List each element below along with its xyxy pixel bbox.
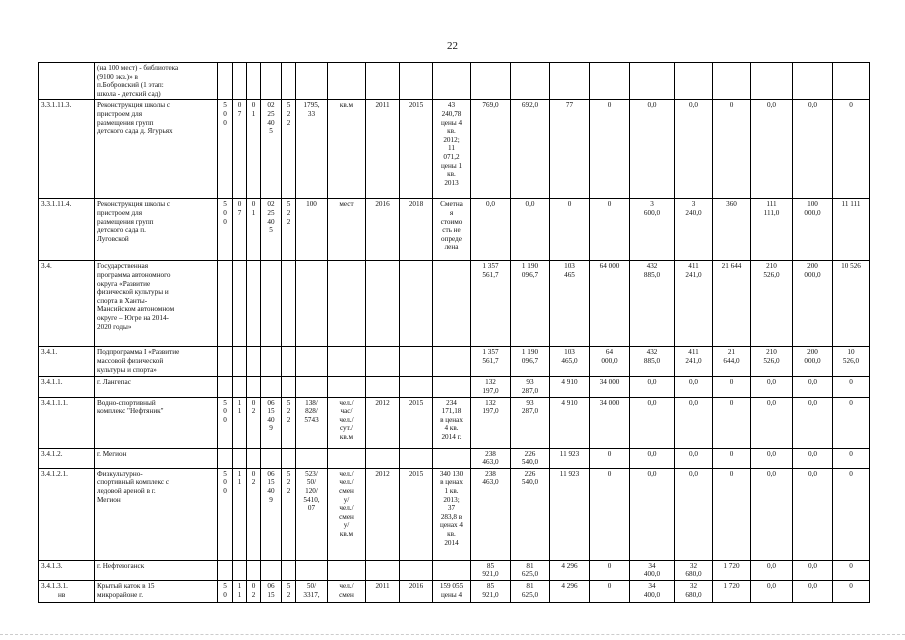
investment-table xyxy=(38,62,870,603)
funding-total-cell: 1 357 561,7 xyxy=(471,347,511,377)
row-code-cell: 3.4.1. xyxy=(39,347,95,377)
code-part-5-cell xyxy=(282,261,296,347)
row-code-cell: 3.4.1.2. xyxy=(39,448,95,468)
funding-2015-total-cell: 0,0 xyxy=(630,397,675,448)
funding-region-cell: 81 625,0 xyxy=(511,560,550,580)
funding-2015-local-cell: 0 xyxy=(713,397,751,448)
row-code-cell: 3.4.1.3.1. xyxy=(39,580,95,602)
unit-cell xyxy=(328,560,366,580)
estimated-cost-cell xyxy=(433,448,471,468)
table-row xyxy=(39,397,870,448)
funding-local-cell: 0 xyxy=(550,199,590,261)
estimated-cost-cell xyxy=(433,347,471,377)
year-end-cell xyxy=(400,560,433,580)
funding-2016-total-cell: 210 526,0 xyxy=(751,347,793,377)
funding-region-cell: 1 190 096,7 xyxy=(511,261,550,347)
funding-2016-local-cell: 0 xyxy=(833,397,870,448)
year-end-cell xyxy=(400,347,433,377)
code-part-2-cell xyxy=(233,377,247,397)
code-part-1-cell xyxy=(218,448,233,468)
code-part-1-cell: 5 0 0 xyxy=(218,397,233,448)
row-name-cell: (на 100 мест) - библиотека (9100 экз.)» в п.Бобровский (1 этап: школа - детский сад) xyxy=(95,63,218,100)
row-code-cell xyxy=(39,63,95,100)
table-row xyxy=(39,199,870,261)
funding-2016-region-cell: 0,0 xyxy=(793,377,833,397)
funding-region-cell: 0,0 xyxy=(511,199,550,261)
year-end-cell: 2015 xyxy=(400,468,433,560)
row-code-cell: 3.3.1.11.3. xyxy=(39,100,95,199)
code-part-2-cell xyxy=(233,63,247,100)
capacity-cell: 523/ 50/ 120/ 5410, 07 xyxy=(296,468,328,560)
code-part-2-cell: 1 1 xyxy=(233,397,247,448)
funding-2016-region-cell: 200 000,0 xyxy=(793,261,833,347)
unit-cell xyxy=(328,377,366,397)
unit-cell xyxy=(328,347,366,377)
code-part-3-cell xyxy=(247,261,261,347)
funding-other-cell: 0 xyxy=(590,468,630,560)
funding-2016-local-cell: 11 111 xyxy=(833,199,870,261)
unit-cell: кв.м xyxy=(328,100,366,199)
year-end-cell: 2015 xyxy=(400,100,433,199)
funding-2016-total-cell: 0,0 xyxy=(751,100,793,199)
code-part-2-cell: 0 7 xyxy=(233,100,247,199)
funding-2016-total-cell: 0,0 xyxy=(751,377,793,397)
funding-2015-total-cell: 0,0 xyxy=(630,377,675,397)
row-code-cell: 3.4. xyxy=(39,261,95,347)
row-name-cell: Подпрограмма I «Развитие массовой физической культуры и спорта» xyxy=(95,347,218,377)
funding-local-cell: 4 910 xyxy=(550,397,590,448)
funding-other-cell: 64 000,0 xyxy=(590,347,630,377)
code-part-4-cell: 06 15 40 9 xyxy=(261,397,282,448)
row-code-cell: 3.4.1.1.1. xyxy=(39,397,95,448)
year-start-cell: 2016 xyxy=(366,199,400,261)
code-part-2-cell: 0 7 xyxy=(233,199,247,261)
table-row xyxy=(39,448,870,468)
code-part-4-cell xyxy=(261,377,282,397)
estimated-cost-cell xyxy=(433,560,471,580)
funding-2016-total-cell: 0,0 xyxy=(751,468,793,560)
year-start-cell: 2012 xyxy=(366,468,400,560)
funding-2016-total-cell xyxy=(751,63,793,100)
row-name-cell: г. Лангепас xyxy=(95,377,218,397)
code-part-4-cell xyxy=(261,448,282,468)
table-row xyxy=(39,347,870,377)
funding-2015-region-cell: 411 241,0 xyxy=(675,261,713,347)
row-name-cell: Государственная программа автономного округа «Развитие физической культуры и спорта в Ханты- Мансийском автономном округе – Югре на 2014- 2020 годы» xyxy=(95,261,218,347)
code-part-3-cell: 0 2 xyxy=(247,580,261,602)
funding-2016-total-cell: 210 526,0 xyxy=(751,261,793,347)
code-part-2-cell: 1 1 xyxy=(233,580,247,602)
funding-2016-region-cell: 100 000,0 xyxy=(793,199,833,261)
code-part-1-cell xyxy=(218,347,233,377)
funding-2015-local-cell: 0 xyxy=(713,377,751,397)
funding-2016-total-cell: 0,0 xyxy=(751,448,793,468)
funding-2016-local-cell xyxy=(833,63,870,100)
funding-2016-region-cell: 0,0 xyxy=(793,448,833,468)
funding-other-cell: 0 xyxy=(590,560,630,580)
code-part-3-cell xyxy=(247,63,261,100)
code-part-1-cell: 5 0 0 xyxy=(218,100,233,199)
table-row xyxy=(39,468,870,560)
unit-cell xyxy=(328,261,366,347)
code-part-4-cell: 02 25 40 5 xyxy=(261,100,282,199)
row-name-cell: Реконструкция школы с пристроем для размещения групп детского сада п. Луговской xyxy=(95,199,218,261)
funding-2015-local-cell xyxy=(713,63,751,100)
capacity-cell xyxy=(296,448,328,468)
funding-2015-region-cell: 0,0 xyxy=(675,397,713,448)
funding-region-cell: 1 190 096,7 xyxy=(511,347,550,377)
funding-region-cell: 692,0 xyxy=(511,100,550,199)
funding-total-cell xyxy=(471,63,511,100)
funding-local-cell xyxy=(550,63,590,100)
code-part-1-cell xyxy=(218,377,233,397)
capacity-cell xyxy=(296,261,328,347)
code-part-2-cell xyxy=(233,448,247,468)
year-start-cell: 2011 xyxy=(366,580,400,602)
capacity-cell xyxy=(296,63,328,100)
code-part-1-cell: 5 0 xyxy=(218,580,233,602)
funding-total-cell: 1 357 561,7 xyxy=(471,261,511,347)
funding-2016-region-cell xyxy=(793,63,833,100)
code-part-5-cell: 5 2 2 xyxy=(282,100,296,199)
estimated-cost-cell: 43 240,78 цены 4 кв. 2012; 11 071,2 цены 1 кв. 2013 xyxy=(433,100,471,199)
row-code-cell: 3.3.1.11.4. xyxy=(39,199,95,261)
funding-local-cell: 4 296 xyxy=(550,580,590,602)
code-part-3-cell: 0 1 xyxy=(247,100,261,199)
code-part-2-cell: 1 1 xyxy=(233,468,247,560)
code-part-4-cell xyxy=(261,347,282,377)
funding-2016-total-cell: 0,0 xyxy=(751,397,793,448)
funding-2015-total-cell: 34 400,0 xyxy=(630,560,675,580)
row-code-cell: 3.4.1.3. xyxy=(39,560,95,580)
funding-2015-region-cell: 0,0 xyxy=(675,448,713,468)
funding-2016-region-cell: 200 000,0 xyxy=(793,347,833,377)
funding-other-cell xyxy=(590,63,630,100)
code-part-4-cell: 06 15 xyxy=(261,580,282,602)
code-part-5-cell: 5 2 xyxy=(282,580,296,602)
funding-region-cell: 93 287,0 xyxy=(511,397,550,448)
estimated-cost-cell xyxy=(433,261,471,347)
code-part-5-cell: 5 2 2 xyxy=(282,468,296,560)
funding-other-cell: 34 000 xyxy=(590,377,630,397)
code-part-3-cell xyxy=(247,347,261,377)
funding-local-cell: 11 923 xyxy=(550,468,590,560)
estimated-cost-cell xyxy=(433,63,471,100)
table-row xyxy=(39,63,870,100)
code-part-3-cell xyxy=(247,560,261,580)
estimated-cost-cell: 340 130 в ценах 1 кв. 2013; 37 283,8 в ценах 4 кв. 2014 xyxy=(433,468,471,560)
code-part-3-cell xyxy=(247,377,261,397)
year-end-cell xyxy=(400,261,433,347)
funding-region-cell: 226 540,0 xyxy=(511,448,550,468)
code-part-5-cell: 5 2 2 xyxy=(282,199,296,261)
funding-2015-local-cell: 0 xyxy=(713,468,751,560)
funding-2015-local-cell: 0 xyxy=(713,100,751,199)
funding-2015-local-cell: 1 720 xyxy=(713,560,751,580)
capacity-cell xyxy=(296,377,328,397)
funding-region-cell xyxy=(511,63,550,100)
year-start-cell xyxy=(366,377,400,397)
funding-local-cell: 11 923 xyxy=(550,448,590,468)
funding-2015-total-cell: 0,0 xyxy=(630,100,675,199)
row-name-cell: Реконструкция школы с пристроем для размещения групп детского сада д. Ягурьях xyxy=(95,100,218,199)
funding-other-cell: 0 xyxy=(590,100,630,199)
funding-2016-local-cell: 10 526 xyxy=(833,261,870,347)
funding-2015-total-cell: 432 885,0 xyxy=(630,261,675,347)
funding-total-cell: 238 463,0 xyxy=(471,448,511,468)
unit-cell: чел./ чел./ смен у/ чел./ смен у/ кв.м xyxy=(328,468,366,560)
funding-2015-region-cell xyxy=(675,63,713,100)
funding-2015-total-cell: 34 400,0 xyxy=(630,580,675,602)
funding-2016-local-cell: 0 xyxy=(833,560,870,580)
funding-local-cell: 4 296 xyxy=(550,560,590,580)
funding-2015-region-cell: 0,0 xyxy=(675,100,713,199)
row-name-cell: г. Нефтеюганск xyxy=(95,560,218,580)
funding-other-cell: 0 xyxy=(590,448,630,468)
year-start-cell xyxy=(366,347,400,377)
capacity-cell xyxy=(296,347,328,377)
funding-region-cell: 93 287,0 xyxy=(511,377,550,397)
capacity-cell: 138/ 828/ 5743 xyxy=(296,397,328,448)
funding-local-cell: 103 465 xyxy=(550,261,590,347)
table-row xyxy=(39,377,870,397)
funding-2016-region-cell: 0,0 xyxy=(793,100,833,199)
funding-2015-total-cell: 0,0 xyxy=(630,468,675,560)
year-start-cell xyxy=(366,560,400,580)
table-row xyxy=(39,261,870,347)
code-part-3-cell xyxy=(247,448,261,468)
funding-2015-total-cell: 0,0 xyxy=(630,448,675,468)
funding-2016-local-cell: 0 xyxy=(833,580,870,602)
funding-2015-region-cell: 3 240,0 xyxy=(675,199,713,261)
funding-2016-region-cell: 0,0 xyxy=(793,397,833,448)
capacity-cell: 50/ 3317, xyxy=(296,580,328,602)
table-row xyxy=(39,100,870,199)
funding-2015-region-cell: 411 241,0 xyxy=(675,347,713,377)
funding-total-cell: 132 197,0 xyxy=(471,397,511,448)
footer-text: нв xyxy=(58,591,66,599)
capacity-cell: 100 xyxy=(296,199,328,261)
funding-region-cell: 81 625,0 xyxy=(511,580,550,602)
estimated-cost-cell: 159 055 цены 4 xyxy=(433,580,471,602)
funding-total-cell: 769,0 xyxy=(471,100,511,199)
code-part-5-cell: 5 2 2 xyxy=(282,397,296,448)
funding-2015-total-cell xyxy=(630,63,675,100)
funding-2016-local-cell: 0 xyxy=(833,100,870,199)
funding-2016-total-cell: 0,0 xyxy=(751,560,793,580)
code-part-4-cell xyxy=(261,560,282,580)
funding-2016-total-cell: 111 111,0 xyxy=(751,199,793,261)
funding-2015-region-cell: 0,0 xyxy=(675,468,713,560)
year-end-cell: 2018 xyxy=(400,199,433,261)
page-number: 22 xyxy=(447,40,458,52)
row-name-cell: Крытый каток в 15 микрорайоне г. xyxy=(95,580,218,602)
estimated-cost-cell xyxy=(433,377,471,397)
funding-local-cell: 77 xyxy=(550,100,590,199)
funding-total-cell: 132 197,0 xyxy=(471,377,511,397)
code-part-4-cell xyxy=(261,261,282,347)
funding-local-cell: 4 910 xyxy=(550,377,590,397)
estimated-cost-cell: 234 171,18 в ценах 4 кв. 2014 г. xyxy=(433,397,471,448)
year-start-cell: 2011 xyxy=(366,100,400,199)
unit-cell: чел./ час/ чел./ сут./ кв.м xyxy=(328,397,366,448)
funding-2016-local-cell: 0 xyxy=(833,377,870,397)
capacity-cell: 1795, 33 xyxy=(296,100,328,199)
year-end-cell xyxy=(400,377,433,397)
funding-other-cell: 64 000 xyxy=(590,261,630,347)
code-part-1-cell: 5 0 0 xyxy=(218,468,233,560)
unit-cell: мест xyxy=(328,199,366,261)
year-end-cell xyxy=(400,63,433,100)
code-part-2-cell xyxy=(233,560,247,580)
code-part-2-cell xyxy=(233,347,247,377)
year-start-cell: 2012 xyxy=(366,397,400,448)
funding-total-cell: 85 921,0 xyxy=(471,580,511,602)
code-part-4-cell: 06 15 40 9 xyxy=(261,468,282,560)
code-part-5-cell xyxy=(282,448,296,468)
funding-total-cell: 0,0 xyxy=(471,199,511,261)
unit-cell xyxy=(328,63,366,100)
funding-2016-region-cell: 0,0 xyxy=(793,468,833,560)
funding-2015-total-cell: 432 885,0 xyxy=(630,347,675,377)
row-name-cell: г. Мегион xyxy=(95,448,218,468)
code-part-5-cell xyxy=(282,560,296,580)
year-end-cell: 2016 xyxy=(400,580,433,602)
code-part-3-cell: 0 1 xyxy=(247,199,261,261)
funding-2016-region-cell: 0,0 xyxy=(793,580,833,602)
funding-2016-region-cell: 0,0 xyxy=(793,560,833,580)
table-row xyxy=(39,580,870,602)
funding-2015-region-cell: 32 680,0 xyxy=(675,560,713,580)
funding-other-cell: 34 000 xyxy=(590,397,630,448)
funding-total-cell: 238 463,0 xyxy=(471,468,511,560)
funding-2015-region-cell: 0,0 xyxy=(675,377,713,397)
year-start-cell xyxy=(366,63,400,100)
code-part-1-cell xyxy=(218,63,233,100)
funding-2015-local-cell: 0 xyxy=(713,448,751,468)
unit-cell xyxy=(328,448,366,468)
code-part-3-cell: 0 2 xyxy=(247,397,261,448)
funding-2015-local-cell: 21 644 xyxy=(713,261,751,347)
funding-region-cell: 226 540,0 xyxy=(511,468,550,560)
funding-other-cell: 0 xyxy=(590,199,630,261)
row-code-cell: 3.4.1.1. xyxy=(39,377,95,397)
row-code-cell: 3.4.1.2.1. xyxy=(39,468,95,560)
funding-2015-total-cell: 3 600,0 xyxy=(630,199,675,261)
code-part-3-cell: 0 2 xyxy=(247,468,261,560)
row-name-cell: Физкультурно- спортивный комплекс с ледовой ареной в г. Мегион xyxy=(95,468,218,560)
code-part-5-cell xyxy=(282,377,296,397)
capacity-cell xyxy=(296,560,328,580)
funding-2015-local-cell: 360 xyxy=(713,199,751,261)
funding-2016-total-cell: 0,0 xyxy=(751,580,793,602)
estimated-cost-cell: Сметна я стоимо сть не опреде лена xyxy=(433,199,471,261)
funding-2016-local-cell: 0 xyxy=(833,468,870,560)
code-part-5-cell xyxy=(282,63,296,100)
code-part-1-cell: 5 0 0 xyxy=(218,199,233,261)
year-start-cell xyxy=(366,448,400,468)
table-row xyxy=(39,560,870,580)
funding-local-cell: 103 465,0 xyxy=(550,347,590,377)
year-end-cell: 2015 xyxy=(400,397,433,448)
funding-2015-local-cell: 21 644,0 xyxy=(713,347,751,377)
funding-2016-local-cell: 10 526,0 xyxy=(833,347,870,377)
code-part-2-cell xyxy=(233,261,247,347)
row-name-cell: Водно-спортивный комплекс "Нефтяник" xyxy=(95,397,218,448)
unit-cell: чел./ смен xyxy=(328,580,366,602)
code-part-4-cell xyxy=(261,63,282,100)
year-start-cell xyxy=(366,261,400,347)
funding-2015-region-cell: 32 680,0 xyxy=(675,580,713,602)
code-part-4-cell: 02 25 40 5 xyxy=(261,199,282,261)
scan-edge xyxy=(0,634,905,635)
year-end-cell xyxy=(400,448,433,468)
funding-2016-local-cell: 0 xyxy=(833,448,870,468)
code-part-5-cell xyxy=(282,347,296,377)
funding-total-cell: 85 921,0 xyxy=(471,560,511,580)
funding-other-cell: 0 xyxy=(590,580,630,602)
funding-2015-local-cell: 1 720 xyxy=(713,580,751,602)
code-part-1-cell xyxy=(218,261,233,347)
code-part-1-cell xyxy=(218,560,233,580)
